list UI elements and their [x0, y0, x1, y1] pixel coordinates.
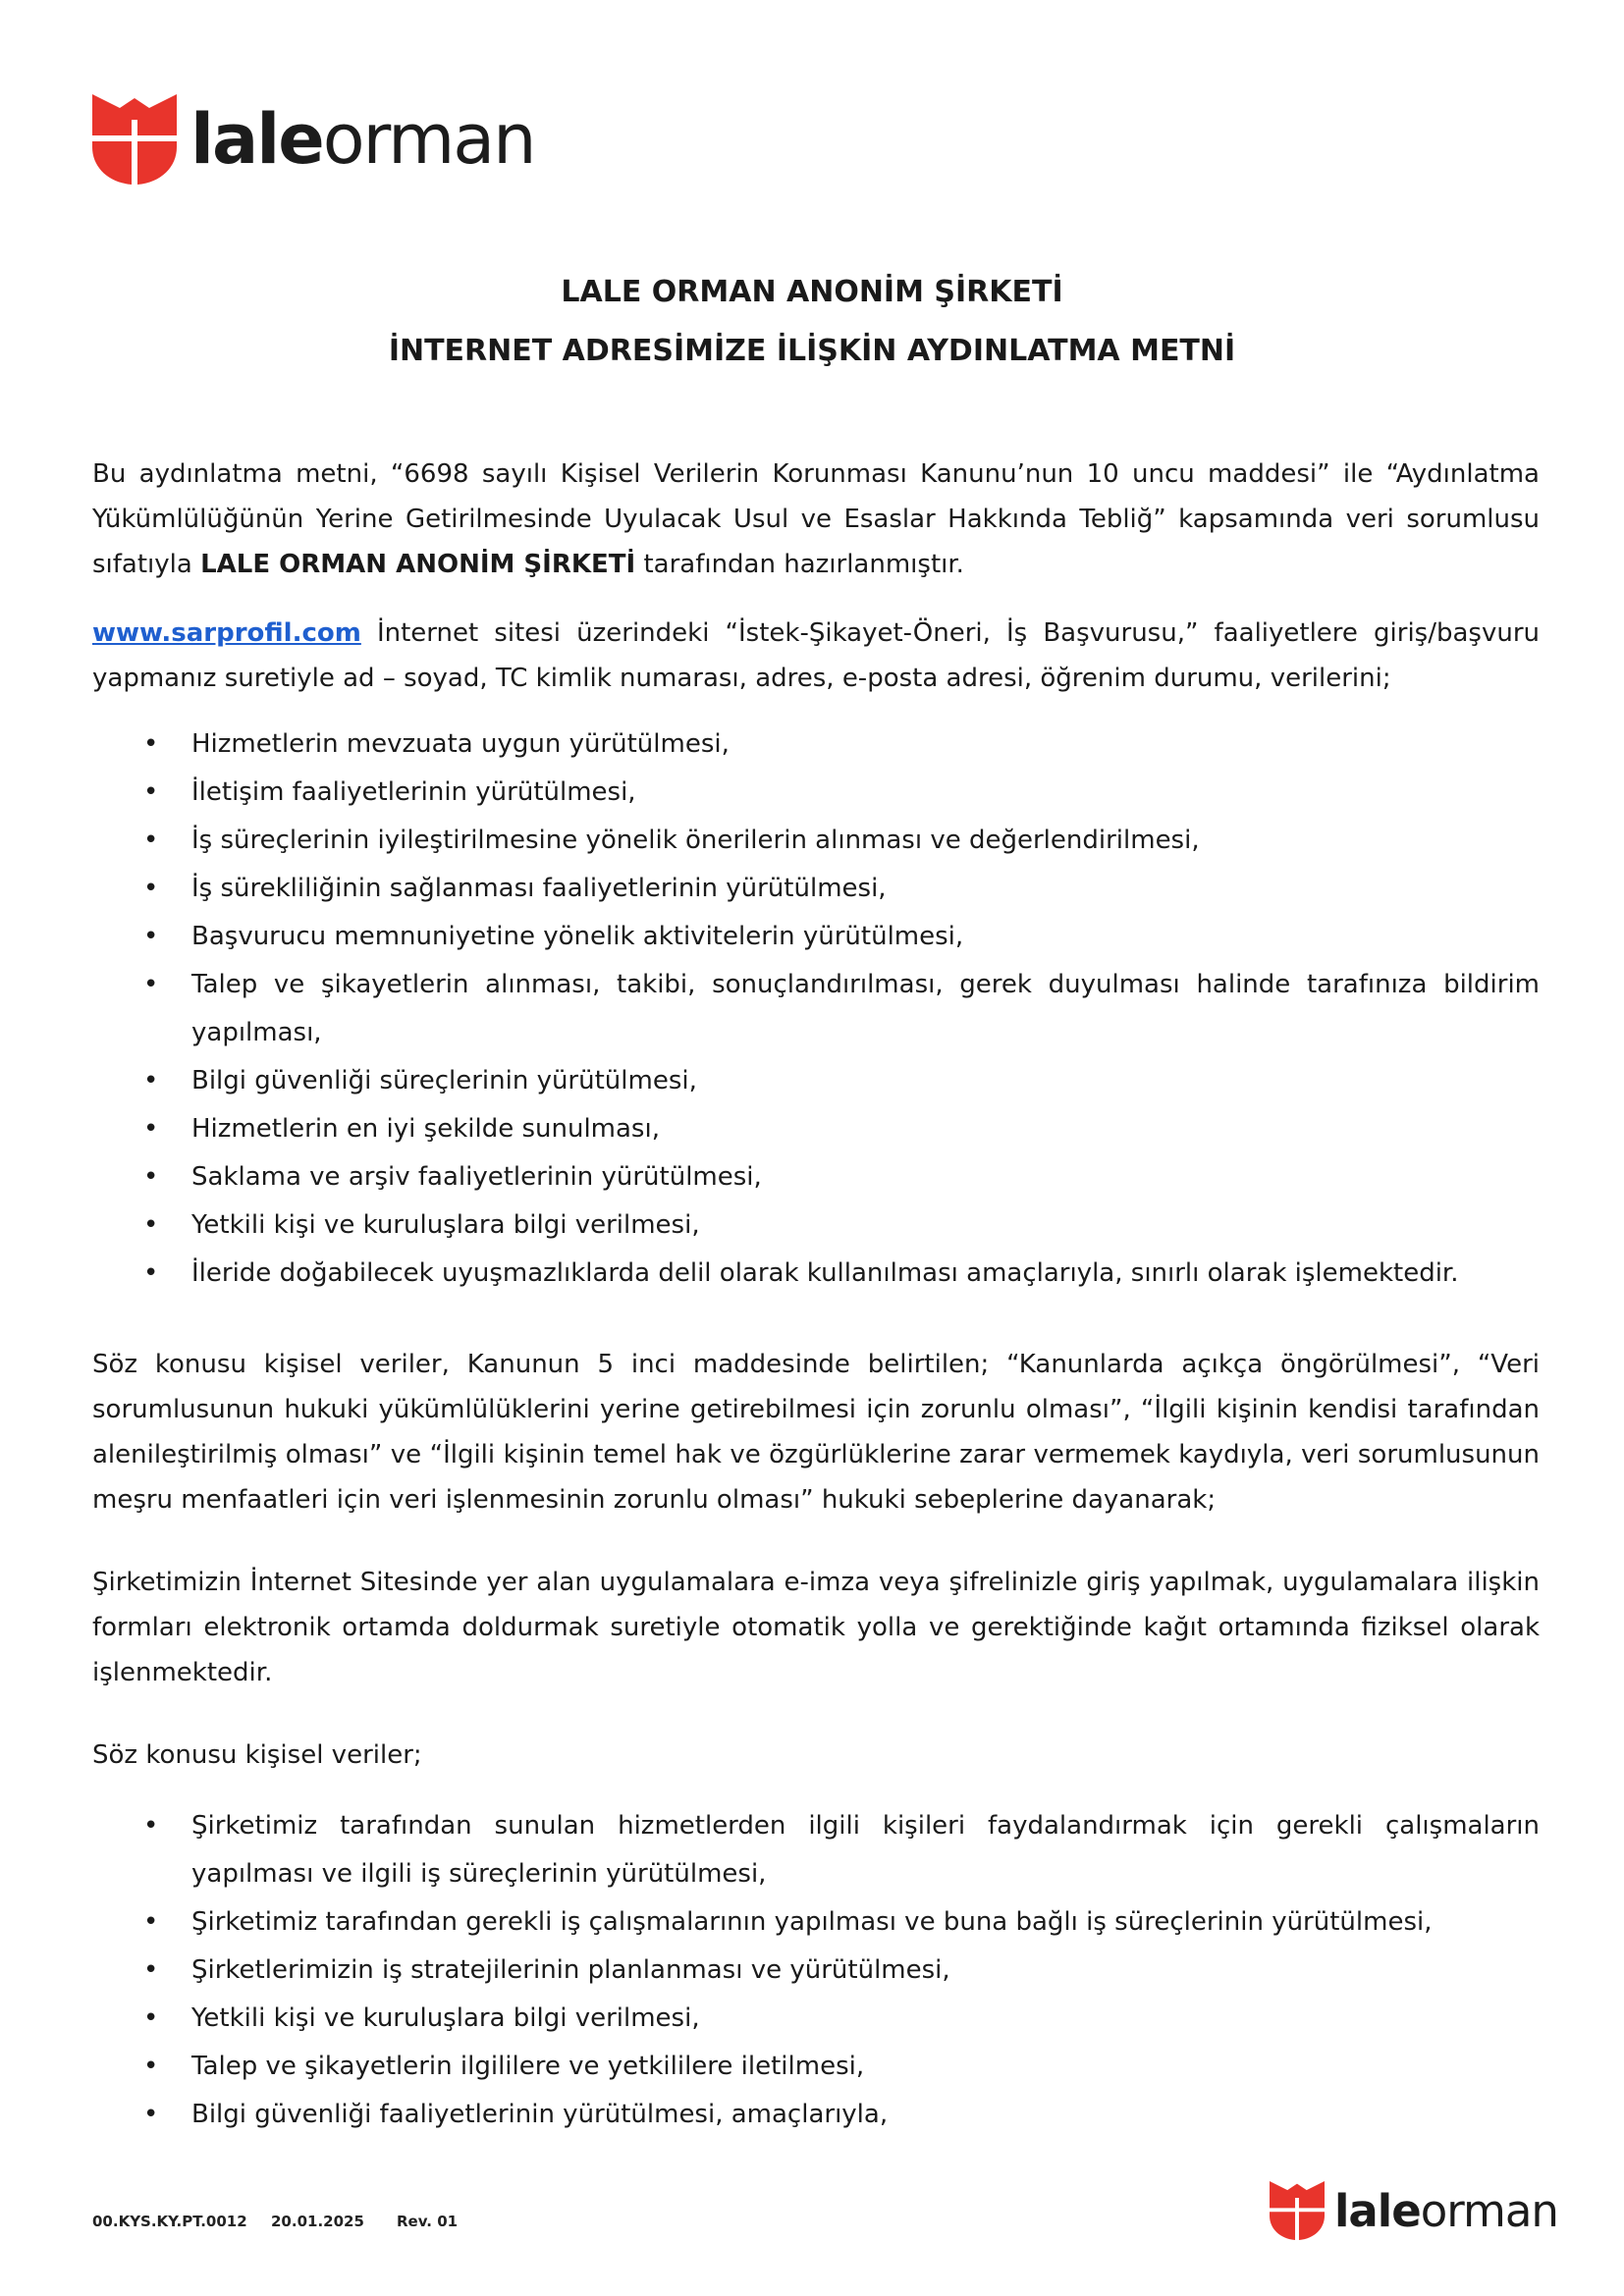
list-item: • Hizmetlerin mevzuata uygun yürütülmesi,: [92, 721, 1540, 769]
intro-text-after: tarafından hazırlanmıştır.: [635, 550, 964, 579]
list-item: • Saklama ve arşiv faaliyetlerinin yürütülmesi,: [92, 1153, 1540, 1201]
footer-logo: [1270, 2181, 1558, 2240]
logo-wordmark: laleorman: [190, 99, 535, 180]
collection-paragraph: Şirketimizin İnternet Sitesinde yer alan uygulamalara e-imza veya şifrelinizle giriş yapılmak, uygulamalara ilişkin formları elektronik ortamda doldurmak suretiyle otomatik yolla ve gerektiğinde kağıt ortamında fiziksel olarak işlenmektedir.: [92, 1568, 1540, 1687]
intro-text-before: Bu aydınlatma metni, “6698 sayılı Kişisel Verilerin Korunması Kanunu’nun 10 uncu maddesi” ile “Aydınlatma Yükümlülüğünün Yerine Getirilmesinde Uyulacak Usul ve Esaslar Hakkında Tebliğ” kapsamında veri sorumlusu sıfatıyla: [92, 459, 1540, 579]
document-title-line1: LALE ORMAN ANONİM ŞİRKETİ: [561, 275, 1063, 309]
purposes-list: [92, 721, 1540, 1298]
company-logo: [92, 94, 535, 185]
intro-paragraph: [92, 452, 1540, 587]
list-item: • Şirketlerimizin iş stratejilerinin planlanması ve yürütülmesi,: [92, 1947, 1540, 1995]
logo-wordmark: laleorman: [1334, 2184, 1558, 2237]
list-item: • Yetkili kişi ve kuruluşlara bilgi verilmesi,: [92, 1995, 1540, 2043]
footer-doc-code: 00.KYS.KY.PT.0012: [92, 2213, 247, 2230]
list-item: • Şirketimiz tarafından sunulan hizmetlerden ilgili kişileri faydalandırmak için gerekli çalışmaların yapılması ve ilgili iş süreçlerinin yürütülmesi,: [92, 1802, 1540, 1898]
transfer-purposes-list: [92, 1802, 1540, 2139]
document-title-line2: İNTERNET ADRESİMİZE İLİŞKİN AYDINLATMA METNİ: [388, 334, 1236, 368]
list-item: • İş süreçlerinin iyileştirilmesine yönelik önerilerin alınması ve değerlendirilmesi,: [92, 817, 1540, 865]
transfer-intro: Söz konusu kişisel veriler;: [92, 1740, 422, 1770]
intro-company-name: LALE ORMAN ANONİM ŞİRKETİ: [200, 550, 636, 579]
list-item: • Bilgi güvenliği süreçlerinin yürütülmesi,: [92, 1057, 1540, 1105]
list-item: • İş sürekliliğinin sağlanması faaliyetlerinin yürütülmesi,: [92, 865, 1540, 913]
list-item: • Yetkili kişi ve kuruluşlara bilgi verilmesi,: [92, 1201, 1540, 1250]
list-item: • Talep ve şikayetlerin ilgililere ve yetkililere iletilmesi,: [92, 2043, 1540, 2091]
list-item: • Şirketimiz tarafından gerekli iş çalışmalarının yapılması ve buna bağlı iş süreçlerinin yürütülmesi,: [92, 1898, 1540, 1947]
footer-revision: Rev. 01: [397, 2213, 459, 2230]
website-paragraph: [92, 611, 1540, 701]
legal-basis-paragraph: Söz konusu kişisel veriler, Kanunun 5 inci maddesinde belirtilen; “Kanunlarda açıkça öngörülmesi”, “Veri sorumlusunun hukuki yükümlülüklerini yerine getirebilmesi için zorunlu olması”, “İlgili kişinin kendisi tarafından alenileştirilmiş olması” ve “İlgili kişinin temel hak ve özgürlüklerine zarar vermemek kaydıyla, veri sorumlusunun meşru menfaatleri için veri işlenmesinin zorunlu olması” hukuki sebeplerine dayanarak;: [92, 1350, 1540, 1515]
list-item: • İletişim faaliyetlerinin yürütülmesi,: [92, 769, 1540, 817]
list-item: • Bilgi güvenliği faaliyetlerinin yürütülmesi, amaçlarıyla,: [92, 2091, 1540, 2139]
list-item: • Talep ve şikayetlerin alınması, takibi, sonuçlandırılması, gerek duyulması halinde tarafınıza bildirim yapılması,: [92, 961, 1540, 1057]
tulip-logo-icon: [92, 94, 177, 185]
list-item: • Başvurucu memnuniyetine yönelik aktivitelerin yürütülmesi,: [92, 913, 1540, 961]
list-item: • İleride doğabilecek uyuşmazlıklarda delil olarak kullanılması amaçlarıyla, sınırlı olarak işlemektedir.: [92, 1250, 1540, 1298]
footer-meta: [92, 2213, 458, 2230]
tulip-logo-icon: [1270, 2181, 1325, 2240]
website-link[interactable]: www.sarprofil.com: [92, 618, 361, 648]
list-item: • Hizmetlerin en iyi şekilde sunulması,: [92, 1105, 1540, 1153]
footer-date: 20.01.2025: [271, 2213, 364, 2230]
website-text: İnternet sitesi üzerindeki “İstek-Şikayet-Öneri, İş Başvurusu,” faaliyetlere giriş/başvuru yapmanız suretiyle ad – soyad, TC kimlik numarası, adres, e-posta adresi, öğrenim durumu, verilerini;: [92, 618, 1540, 693]
